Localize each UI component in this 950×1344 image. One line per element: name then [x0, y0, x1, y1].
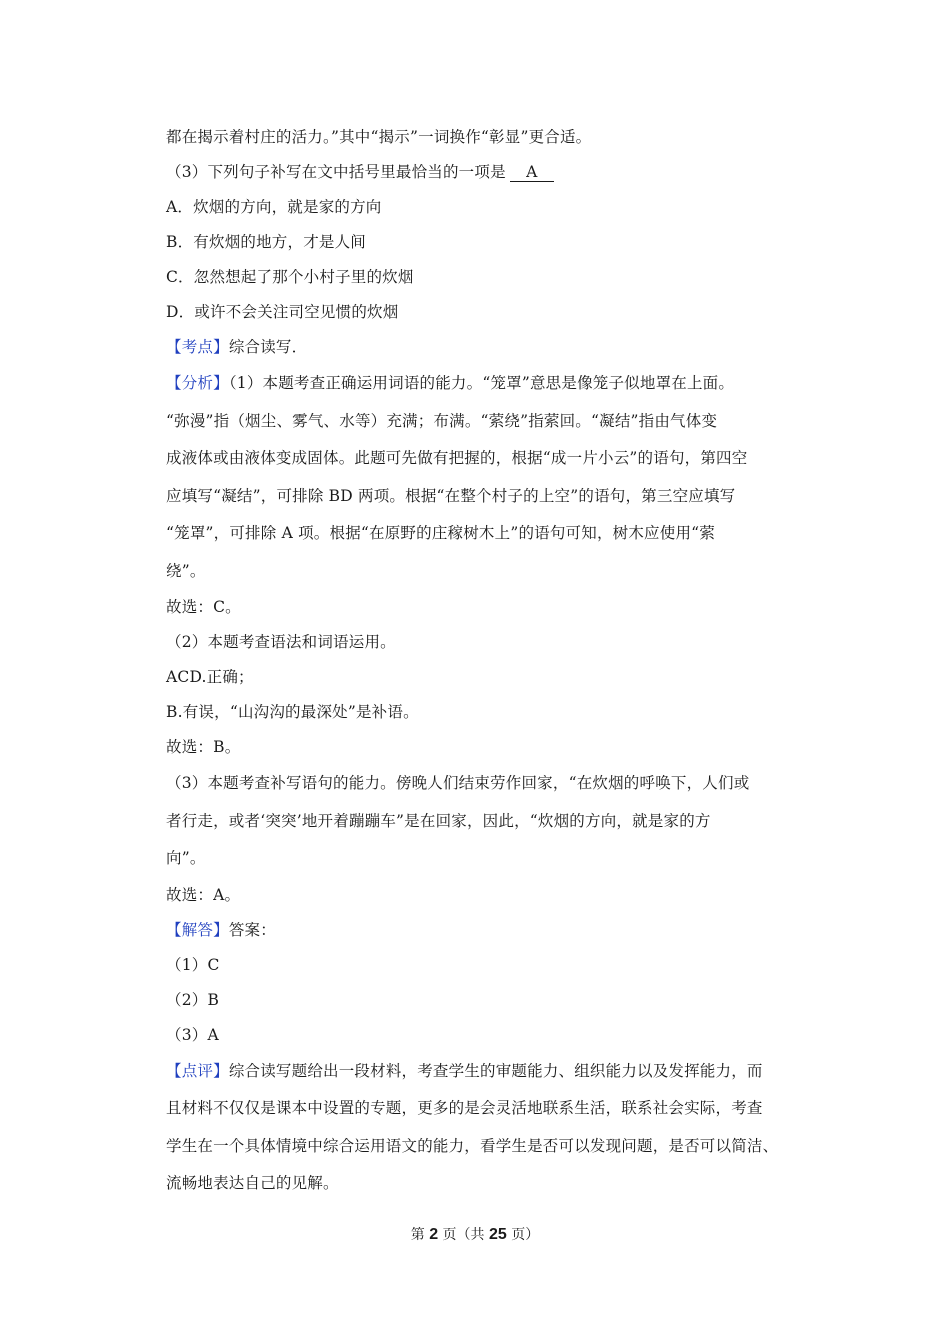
- footer-prefix: 第: [410, 1227, 430, 1243]
- text-line: 流畅地表达自己的见解。: [166, 1174, 339, 1192]
- kaodian-line: [166, 330, 816, 365]
- answer-line: （3）A: [166, 1025, 219, 1044]
- question-3-line: [166, 155, 816, 190]
- text-line: 向”。: [166, 849, 206, 867]
- option-c: C．忽然想起了那个小村子里的炊烟: [166, 268, 414, 286]
- current-page-number: 2: [429, 1226, 439, 1243]
- text-line: （3）本题考查补写语句的能力。傍晚人们结束劳作回家，“在炊烟的呼唤下，人们或: [166, 774, 750, 792]
- answer-blank: A: [510, 163, 554, 182]
- fenxi-line: [166, 365, 816, 403]
- jieda-line: [166, 913, 816, 948]
- text-line: B.有误，“山沟沟的最深处”是补语。: [166, 703, 419, 721]
- text-line: 者行走，或者‘突突’地开着蹦蹦车”是在回家，因此，“炊烟的方向，就是家的方: [166, 811, 711, 830]
- text-line: 成液体或由液体变成固体。此题可先做有把握的，根据“成一片小云”的语句，第四空: [166, 449, 748, 467]
- fenxi-tag: 【分析】: [166, 374, 229, 392]
- dianping-text: 综合读写题给出一段材料，考查学生的审题能力、组织能力以及发挥能力，而: [228, 1061, 763, 1080]
- text-line: “笼罩”，可排除 A 项。根据“在原野的庄稼树木上”的语句可知，树木应使用“萦: [166, 524, 715, 542]
- text-line: 都在揭示着村庄的活力。”其中“揭示”一词换作“彰显”更合适。: [166, 128, 592, 146]
- text-line: “弥漫”指（烟尘、雾气、水等）充满；布满。“萦绕”指萦回。“凝结”指由气体变: [166, 411, 718, 430]
- dianping-line: [166, 1053, 816, 1091]
- text-line: 故选：B。: [166, 738, 241, 756]
- option-b: B．有炊烟的地方，才是人间: [166, 233, 366, 251]
- text-line: ACD.正确；: [166, 668, 254, 686]
- question-3-text: （3）下列句子补写在文中括号里最恰当的一项是: [166, 163, 506, 181]
- answer-line: （1）C: [166, 955, 220, 974]
- footer-suffix: 页）: [506, 1227, 540, 1243]
- text-line: 故选：C。: [166, 598, 241, 616]
- option-a: A．炊烟的方向，就是家的方向: [166, 198, 382, 216]
- jieda-tag: 【解答】: [166, 920, 229, 939]
- footer-middle: 页（共: [438, 1227, 489, 1243]
- option-d: D．或许不会关注司空见惯的炊烟: [166, 303, 399, 321]
- text-line: 绕”。: [166, 561, 206, 580]
- fenxi-text: （1）本题考查正确运用词语的能力。“笼罩”意思是像笼子似地罩在上面。: [228, 374, 735, 392]
- kaodian-text: 综合读写．: [228, 338, 308, 356]
- text-line: 应填写“凝结”，可排除 BD 两项。根据“在整个村子的上空”的语句，第三空应填写: [166, 486, 736, 505]
- dianping-tag: 【点评】: [166, 1061, 229, 1080]
- answer-line: （2）B: [166, 990, 220, 1009]
- text-line: 故选：A。: [166, 885, 241, 904]
- page-body: [166, 120, 816, 1203]
- jieda-text: 答案：: [228, 920, 276, 939]
- kaodian-tag: 【考点】: [166, 338, 229, 356]
- text-line: 且材料不仅仅是课本中设置的专题，更多的是会灵活地联系生活，联系社会实际，考查: [166, 1099, 763, 1117]
- text-line: 学生在一个具体情境中综合运用语文的能力，看学生是否可以发现问题，是否可以简洁、: [166, 1136, 779, 1155]
- page-footer: [0, 1224, 950, 1244]
- total-page-number: 25: [489, 1226, 507, 1243]
- text-line: （2）本题考查语法和词语运用。: [166, 633, 396, 651]
